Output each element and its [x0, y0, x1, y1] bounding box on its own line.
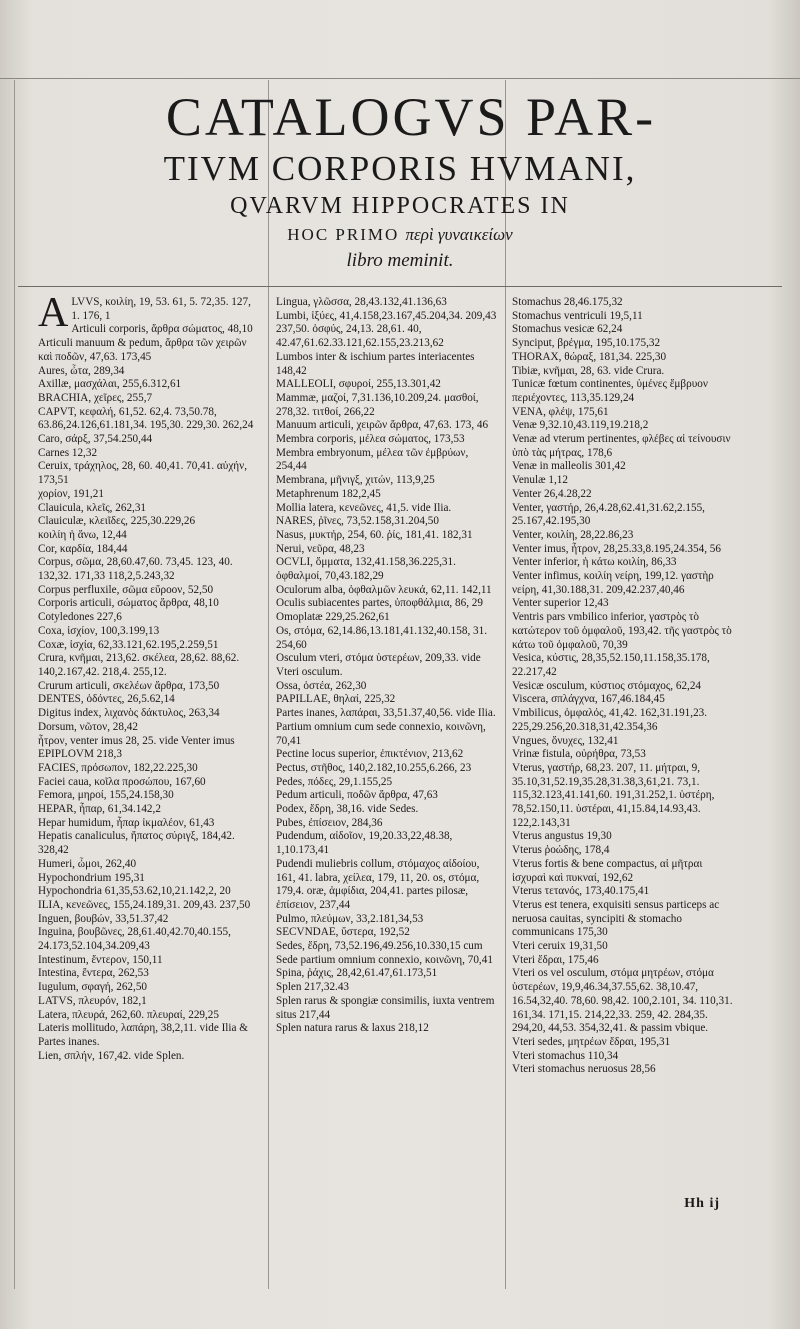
index-column-1	[38, 290, 260, 1063]
index-entry: Corporis articuli, σώματος ἄρθρα, 48,10	[38, 597, 219, 610]
index-entry: Lingua, γλῶσσα, 28,43.132,41.136,63	[276, 296, 447, 308]
index-entry: Manuum articuli, χειρῶν ἄρθρα, 47,63. 173, 46	[276, 419, 489, 432]
index-entry: Intestinum, ἔντερον, 150,11	[38, 953, 163, 966]
index-entry: FACIES, πρόσωπον, 182,22.225,30	[38, 761, 198, 774]
index-entry: Splen 217,32.43	[276, 981, 350, 994]
index-entry: Viscera, σπλάγχνα, 167,46.184,45	[512, 693, 665, 706]
index-entry: Venter infimus, κοιλίη νείρη, 199,12. γαστὴρ νείρη, 41,30.188,31. 209,42.237,40,46	[512, 570, 714, 596]
index-column-2	[276, 296, 500, 1036]
index-entry: Latera, πλευρά, 262,60. πλευραί, 229,25	[38, 1008, 219, 1021]
index-entry: NARES, ῥῖνες, 73,52.158,31.204,50	[276, 515, 439, 528]
index-entry: Mammæ, μαζοί, 7,31.136,10.209,24. μασθοί, 278,32. τιτθοί, 266,22	[276, 391, 479, 418]
index-entry: Hypochondrium 195,31	[38, 871, 145, 884]
index-entry: Spina, ῥάχις, 28,42,61.47,61.173,51	[276, 967, 438, 980]
index-entry: Inguina, βουβῶνες, 28,61.40,42.70,40.155, 24.173,52.104,34.209,43	[38, 926, 231, 953]
index-entry: Ventris pars vmbilico inferior, γαστρὸς τὸ κατώτερον τοῦ ὀμφαλοῦ, 193,42. τῆς γαστρὸς τὸ κάτω τοῦ ὀμφαλοῦ, 70,39	[512, 611, 732, 651]
index-entry: Lumbi, ἰξύες, 41,4.158,23.167,45.204,34. 209,43 237,50. ὀσφύς, 24,13. 28,61. 40, 42.47,61.62.33.121,62.155,23.213,62	[276, 309, 497, 350]
index-entry: Venter inferior, ἡ κάτω κοιλίη, 86,33	[512, 556, 677, 569]
index-entry: χορίον, 191,21	[38, 487, 104, 500]
index-entry: Partium omnium cum sede connexio, κοινῶνη, 70,41	[276, 720, 486, 747]
index-entry: Vteri sedes, μητρέων ἕδραι, 195,31	[512, 1035, 671, 1048]
index-entry: Osculum vteri, στόμα ὑστερέων, 209,33. vide Vteri osculum.	[276, 652, 481, 678]
signature-mark: Hh ij	[684, 1196, 720, 1211]
index-entry: Splen rarus & spongiæ consimilis, iuxta ventrem situs 217,44	[276, 994, 495, 1021]
title-line-5: libro meminit.	[346, 250, 454, 271]
title-line-4-greek: περὶ γυναικείων	[405, 225, 513, 244]
index-entry: Iugulum, σφαγή, 262,50	[38, 981, 148, 994]
index-entry: κοιλίη ἡ ἄνω, 12,44	[38, 528, 127, 541]
index-entry: Vrinæ fistula, οὐρήθρα, 73,53	[512, 748, 646, 761]
index-entry: Vterus angustus 19,30	[512, 830, 612, 843]
index-entry: Cotyledones 227,6	[38, 611, 122, 624]
index-entry: EPIPLOVM 218,3	[38, 748, 122, 761]
index-entry: Vesicæ osculum, κύστιος στόμαχος, 62,24	[512, 679, 702, 692]
index-entry: PAPILLAE, θηλαί, 225,32	[276, 693, 396, 706]
index-entry: Mollia latera, κενεῶνες, 41,5. vide Ilia.	[276, 501, 452, 514]
index-entry: Lumbos inter & ischium partes interiacentes 148,42	[276, 350, 475, 377]
index-entry: Stomachus vesicæ 62,24	[512, 323, 623, 336]
title-line-4	[0, 222, 800, 248]
title-line-3: QVARVM HIPPOCRATES IN	[230, 193, 570, 219]
index-entry: Venæ in malleolis 301,42	[512, 460, 626, 473]
index-entry: Vngues, ὄνυχες, 132,41	[512, 734, 619, 747]
index-entry: Stomachus 28,46.175,32	[512, 296, 623, 308]
index-entry: Crurum articuli, σκελέων ἄρθρα, 173,50	[38, 679, 220, 692]
title-line-2: TIVM CORPORIS HVMANI,	[163, 149, 637, 188]
index-entry: Partes inanes, λαπάραι, 33,51.37,40,56. vide Ilia.	[276, 707, 496, 720]
index-entry: Dorsum, νῶτον, 28,42	[38, 720, 138, 733]
index-entry: BRACHIA, χεῖρες, 255,7	[38, 391, 153, 404]
index-entry: Hypochondria 61,35,53.62,10,21.142,2, 20	[38, 885, 231, 898]
index-entry: Faciei caua, κοῖλα προσώπου, 167,60	[38, 775, 206, 788]
index-entry: LVVS, κοιλίη, 19, 53. 61, 5. 72,35. 127, 1. 176, 1	[71, 296, 251, 322]
index-entry: Venter imus, ἦτρον, 28,25.33,8.195,24.354, 56	[512, 542, 721, 555]
index-entry: Membrana, μῆνιγξ, χιτών, 113,9,25	[276, 474, 435, 487]
index-entry: Cor, καρδία, 184,44	[38, 542, 128, 555]
index-entry: Hepatis canaliculus, ἥπατος σύριγξ, 184,42. 328,42	[38, 830, 235, 857]
index-entry: Coxa, ἰσχίον, 100,3.199,13	[38, 624, 160, 637]
index-entry: Splen natura rarus & laxus 218,12	[276, 1022, 429, 1035]
index-entry: Vteri ceruix 19,31,50	[512, 940, 608, 953]
index-entry: Stomachus ventriculi 19,5,11	[512, 309, 643, 322]
index-entry: Articuli corporis, ἄρθρα σώματος, 48,10	[71, 323, 253, 336]
index-entry: CAPVT, κεφαλή, 61,52. 62,4. 73,50.78, 63.86,24.126,61.181,34. 195,30. 229,30. 262,24	[38, 405, 254, 432]
index-entry: Synciput, βρέγμα, 195,10.175,32	[512, 337, 661, 350]
index-entry: Coxæ, ἰσχία, 62,33.121,62.195,2.259,51	[38, 638, 219, 651]
index-entry: Ceruix, τράχηλος, 28, 60. 40,41. 70,41. αὐχήν, 173,51	[38, 460, 248, 487]
index-entry: Clauicula, κλεῖς, 262,31	[38, 501, 147, 514]
index-entry: Vteri stomachus neruosus 28,56	[512, 1063, 656, 1076]
index-entry: THORAX, θώραξ, 181,34. 225,30	[512, 350, 667, 363]
index-entry: Membra corporis, μέλεα σώματος, 173,53	[276, 433, 465, 446]
index-entry: Pectus, στῆθος, 140,2.182,10.255,6.266, 23	[276, 761, 472, 774]
index-entry: Nerui, νεῦρα, 48,23	[276, 542, 365, 555]
index-entry: OCVLI, ὄμματα, 132,41.158,36.225,31. ὀφθαλμοί, 70,43.182,29	[276, 556, 456, 583]
index-entry: Humeri, ὦμοι, 262,40	[38, 857, 137, 870]
index-entry: Vterus fortis & bene compactus, αἱ μῆτραι ἰσχυραὶ καὶ πυκναί, 192,62	[512, 857, 703, 884]
index-entry: Intestina, ἔντερα, 262,53	[38, 967, 149, 980]
index-entry: Pudendi muliebris collum, στόμαχος αἰδοίου, 161, 41. labra, χείλεα, 179, 11, 20. os, στόμα, 179,4. oræ, ἀμφίδια, 204,41. partes pilosæ, ἐπίσειον, 237,44	[276, 857, 480, 911]
drop-cap: A	[38, 290, 69, 336]
title-block	[0, 86, 800, 274]
index-entry: Venter, γαστήρ, 26,4.28,62.41,31.62,2.155, 25.167,42.195,30	[512, 501, 705, 528]
index-entry: LATVS, πλευρόν, 182,1	[38, 994, 147, 1007]
index-entry: Membra embryonum, μέλεα τῶν ἐμβρύων, 254,44	[276, 446, 469, 473]
index-entry: HEPAR, ἧπαρ, 61,34.142,2	[38, 803, 161, 816]
index-entry: Pulmo, πλεύμων, 33,2.181,34,53	[276, 912, 424, 925]
index-entry: Vterus ῥοώδης, 178,4	[512, 844, 610, 857]
index-entry: Vteri ἕδραι, 175,46	[512, 953, 599, 966]
index-entry: Sedes, ἕδρη, 73,52.196,49.256,10.330,15 cum Sede partium omnium connexio, κοινῶνη, 70,41	[276, 940, 493, 966]
index-entry: Oculis subiacentes partes, ὑποφθάλμια, 86, 29	[276, 597, 483, 610]
index-entry: Clauiculæ, κλειῖδες, 225,30.229,26	[38, 515, 196, 528]
index-entry: Pedum articuli, ποδῶν ἄρθρα, 47,63	[276, 789, 438, 802]
index-entry: Articuli manuum & pedum, ἄρθρα τῶν χειρῶν καὶ ποδῶν, 47,63. 173,45	[38, 337, 247, 363]
title-line-4-latin: HOC PRIMO	[287, 225, 400, 244]
top-rule	[0, 78, 800, 79]
index-entry: Caro, σάρξ, 37,54.250,44	[38, 433, 153, 446]
index-entry: Corpus perfluxile, σῶμα εὔροον, 52,50	[38, 583, 214, 596]
index-entry: Venter 26,4.28,22	[512, 487, 592, 500]
index-entry: ἦτρον, venter imus 28, 25. vide Venter imus	[38, 734, 235, 747]
index-entry: Venter superior 12,43	[512, 597, 609, 610]
index-entry: Femora, μηροί, 155,24.158,30	[38, 789, 174, 802]
index-entry: Vteri stomachus 110,34	[512, 1049, 619, 1062]
index-entry: DENTES, ὀδόντες, 26,5.62,14	[38, 693, 175, 706]
index-entry: Aures, ὦτα, 289,34	[38, 364, 125, 377]
index-entry: Lateris mollitudo, λαπάρη, 38,2,11. vide Ilia & Partes inanes.	[38, 1022, 248, 1048]
index-entry: Os, στόμα, 62,14.86,13.181,41.132,40.158, 31. 254,60	[276, 624, 488, 651]
index-entry: Vterus est tenera, exquisiti sensus particeps ac neruosa cauitas, syncipiti & stomacho communicans 175,30	[512, 898, 720, 939]
index-entry: Venæ ad vterum pertinentes, φλέβες αἱ τείνουσιν ὑπὸ τὰς μήτρας, 178,6	[512, 433, 731, 459]
index-entry: Nasus, μυκτήρ, 254, 60. ῥίς, 181,41. 182,31	[276, 528, 473, 541]
index-entry: Lien, σπλήν, 167,42. vide Splen.	[38, 1049, 185, 1062]
index-entry: MALLEOLI, σφυροί, 255,13.301,42	[276, 378, 441, 391]
index-entry: Vterus τετανός, 173,40.175,41	[512, 885, 650, 898]
index-entry: Inguen, βουβών, 33,51.37,42	[38, 912, 169, 925]
index-entry: Venulæ 1,12	[512, 474, 568, 487]
index-entry: Vesica, κύστις, 28,35,52.150,11.158,35.178, 22.217,42	[512, 652, 710, 678]
index-entry: Carnes 12,32	[38, 446, 98, 459]
index-entry: Corpus, σῶμα, 28,60.47,60. 73,45. 123, 40. 132,32. 171,33 118,2,5.243,32	[38, 556, 233, 583]
index-entry: Pectine locus superior, ἐπικτένιον, 213,62	[276, 748, 464, 761]
index-entry: Oculorum alba, ὀφθαλμῶν λευκά, 62,11. 142,11	[276, 583, 492, 596]
index-entry: Digitus index, λιχανὸς δάκτυλος, 263,34	[38, 707, 220, 720]
index-entry: Pedes, πόδες, 29,1.155,25	[276, 775, 393, 788]
index-entry: Venæ 9,32.10,43.119,19.218,2	[512, 419, 649, 432]
index-entry: Hepar humidum, ἧπαρ ἰκμαλέον, 61,43	[38, 816, 215, 829]
index-entry: Vterus, γαστήρ, 68,23. 207, 11. μήτραι, 9, 35.10,31,52.19,35.28,31.38,3,61,21. 73,1. 115,32.123,41.141,60. 191,31.252,1. ὑστέρη, 78,52.150,11. ὑστέραι, 41,15.84,14.93,43. 122,2.143,31	[512, 761, 715, 829]
index-entry: Pubes, ἐπίσειον, 284,36	[276, 816, 383, 829]
index-entry: Vteri os vel osculum, στόμα μητρέων, στόμα ὑστερέων, 19,9,46.34,37.55,62. 38,10.47, 16.54,32,40. 78,60. 98,42. 100,2.101, 34. 110,31. 161,34. 171,15. 214,22,33. 259, 42. 284,35. 294,20, 44,53. 354,32,41. & passim vbique.	[512, 967, 733, 1035]
index-entry: Tibiæ, κνῆμαι, 28, 63. vide Crura.	[512, 364, 665, 377]
index-column-3	[512, 296, 738, 1077]
title-rule	[18, 286, 782, 287]
index-entry: Omoplatæ 229,25.262,61	[276, 611, 390, 624]
title-line-1: CATALOGVS PAR-	[165, 87, 657, 147]
index-entry: Venter, κοιλίη, 28,22.86,23	[512, 528, 634, 541]
index-entry: Tunicæ fœtum continentes, ὑμένες ἔμβρυον περιέχοντες, 113,35.129,24	[512, 378, 708, 404]
index-entry: VENA, φλέψ, 175,61	[512, 405, 609, 418]
index-entry: Metaphrenum 182,2,45	[276, 487, 381, 500]
index-entry: Podex, ἕδρη, 38,16. vide Sedes.	[276, 803, 419, 816]
index-entry: Ossa, ὀστέα, 262,30	[276, 679, 367, 692]
index-entry: Crura, κνῆμαι, 213,62. σκέλεα, 28,62. 88,62. 140,2.167,42. 218,4. 255,12.	[38, 652, 240, 678]
index-entry: Vmbilicus, ὀμφαλός, 41,42. 162,31.191,23. 225,29.256,20.318,31,42.354,36	[512, 707, 708, 733]
index-entry: Axillæ, μασχάλαι, 255,6.312,61	[38, 378, 182, 391]
index-entry: SECVNDAE, ὕστερα, 192,52	[276, 926, 410, 939]
index-entry: Pudendum, αἰδοῖον, 19,20.33,22,48.38, 1,10.173,41	[276, 830, 453, 857]
index-entry: ILIA, κενεῶνες, 155,24.189,31. 209,43. 237,50	[38, 898, 251, 911]
